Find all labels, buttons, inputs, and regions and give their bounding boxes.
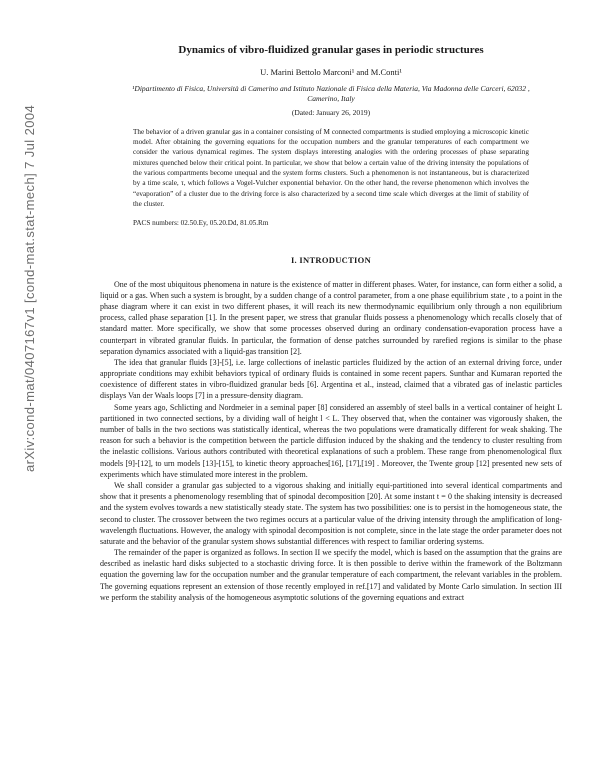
date-line: (Dated: January 26, 2019): [291, 107, 371, 117]
paper-title: Dynamics of vibro-fluidized granular gases in periodic structures: [178, 44, 484, 56]
affiliation-line: ¹Dipartimento di Fisica, Università di Camerino and Istituto Nazionale di Fisica della Materia, Via Madonna delle Carceri, 62032 , Camerino, Italy: [132, 84, 530, 104]
paper-content: [100, 44, 562, 603]
abstract-text: The behavior of a driven granular gas in a container consisting of M connected compartments is studied employing a microscopic kinetic model. After obtaining the governing equations for the occupation numbers and the granular temperatures of each compartment we consider the various dynamical regimes. The system displays interesting analogies with the ordering processes of phase separating mixtures quenched below their critical point. In particular, we show that below a certain value of the driving intensity the populations of the various compartments become unequal and the system forms clusters. Such a phenomenon is not instantaneous, but is characterized by a time scale, τ, which follows a Vogel-Vulcher exponential behavior. On the other hand, the reverse phenomenon which involves the “evaporation” of a cluster due to the driving force is also characterized by a second time scale which diverges at the limit of stability of the cluster.: [133, 127, 529, 209]
body-paragraph: Some years ago, Schlicting and Nordmeier in a seminal paper [8] considered an assembly of steel balls in a vertical container of height L partitioned in two connected sections, by a dividing wall of height l < L. They observed that, when the container was vigorously shaken, the number of balls in the two sections was statistically identical, whereas the two populations were dramatically different for weak shaking. The reason for such a behavior is the competition between the particle diffusion induced by the shaking and the tendency to cluster resulting from the inelastic collisions. Various authors contributed with theoretical explanations of such a problem. These range from phenomenological flux models [9]-[12], to urn models [13]-[15], to kinetic theory approaches[16], [17],[19] . Moreover, the Twente group [12] presented new sets of experiments which have stimulated more interest in the problem.: [100, 402, 562, 479]
body-paragraph: We shall consider a granular gas subjected to a vigorous shaking and initially equi-partitioned into several identical compartments and show that it presents a phenomenology resembling that of spinodal decomposition [20]. At some instant t = 0 the shaking intensity is decreased and the system evolves towards a new statistically steady state. The system has two possibilities: one is to persist in the homogeneous state, the second to cluster. The crossover between the two regimes occurs at a particular value of the driving intensity through the amplification of long-wavelength fluctuations. However, the analogy with spinodal decomposition is not complete, since in the late stage the order parameter does not saturate and the behavior of the granular system shows substantial differences with respect to familiar ordering systems.: [100, 480, 562, 546]
arxiv-watermark: arXiv:cond-mat/0407167v1 [cond-mat.stat-mech] 7 Jul 2004: [22, 104, 37, 472]
section-heading-introduction: I. INTRODUCTION: [290, 254, 372, 265]
pacs-line: PACS numbers: 02.50.Ey, 05.20.Dd, 81.05.Rm: [133, 218, 269, 227]
body-paragraph: The idea that granular fluids [3]-[5], i.e. large collections of inelastic particles fluidized by the action of an external driving force, under appropriate conditions may exhibit behaviors typical of ordinary fluids is contained in some recent papers. Sunthar and Kumaran reported the coexistence of different states in vibro-fluidized granular beds [6]. Argentina et al., instead, claimed that a vibrated gas of inelastic particles displays Van der Waals loops [7] in a pressure-density diagram.: [100, 357, 562, 401]
body-paragraph: The remainder of the paper is organized as follows. In section II we specify the model, which is based on the assumption that the grains are described as inelastic hard disks subjected to a stochastic driving force. It is then possible to derive within the framework of the Boltzmann equation the governing law for the occupation number and the granular temperature of each compartment, the relevant variables in the problem. The governing equations represent an extension of those recently employed in ref.[17] and validated by Monte Carlo simulation. In section III we perform the stability analysis of the homogeneous asymptotic solutions of the governing equations and extract: [100, 548, 562, 602]
authors-line: U. Marini Bettolo Marconi¹ and M.Conti¹: [260, 67, 402, 77]
body-paragraph: One of the most ubiquitous phenomena in nature is the existence of matter in different phases. Water, for instance, can form either a solid, a liquid or a gas. When such a system is brought, by a sudden change of a control parameter, from a one phase equilibrium state , to a point in the phase diagram where it can exist in two different phases, it will reach its new thermodynamic equilibrium only through a non equilibrium process, called phase separation [1]. In the present paper, we stress that granular fluids possess a phenomenology which recalls closely that of standard matter. More specifically, we show that some processes observed during an ordinary condensation-evaporation process have a counterpart in vibrated granular fluids. In particular, the formation of dense patches surrounded by rarefied regions is similar to the phase separation dynamics associated with a liquid-gas transition [2].: [100, 279, 562, 356]
